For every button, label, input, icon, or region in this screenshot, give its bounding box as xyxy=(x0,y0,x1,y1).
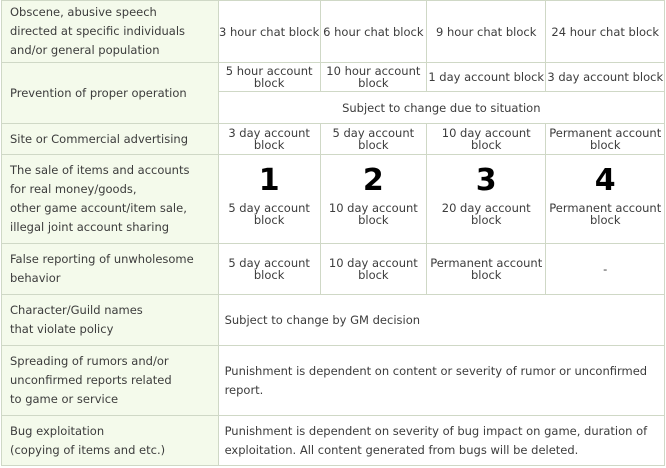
table-row xyxy=(2,346,665,416)
violation-cell xyxy=(2,416,219,466)
handwritten-number: 1 xyxy=(258,163,280,198)
violation-cell xyxy=(2,295,219,346)
penalty-text: 5 hour account block xyxy=(225,64,313,90)
penalty-3-cell xyxy=(426,1,546,63)
penalty-1-cell xyxy=(218,155,320,244)
bug-note-cell xyxy=(218,416,664,466)
penalty-text: - xyxy=(603,262,608,276)
penalty-1-cell xyxy=(218,124,320,155)
violation-cell xyxy=(2,244,219,295)
table-row xyxy=(2,295,665,346)
penalty-text: Permanent account block xyxy=(549,126,662,152)
violation-line: Prevention of proper operation xyxy=(10,85,187,100)
violation-line: (copying of items and etc.) xyxy=(10,442,166,457)
violation-cell xyxy=(2,124,219,155)
penalty-3-cell xyxy=(426,244,546,295)
penalty-table xyxy=(1,0,665,466)
rumor-note-cell xyxy=(218,346,664,416)
penalty-2-cell xyxy=(320,155,426,244)
table-row xyxy=(2,1,665,63)
handwritten-number: 3 xyxy=(475,163,497,198)
violation-line: Bug exploitation xyxy=(10,423,105,438)
penalty-2-cell xyxy=(320,1,426,63)
violation-line: and/or general population xyxy=(10,43,160,57)
note-line: exploitation. All content generated from bugs will be deleted. xyxy=(224,442,579,457)
violation-cell xyxy=(2,346,219,416)
penalty-text: 3 day account block xyxy=(547,70,664,84)
table-row xyxy=(2,244,665,295)
situation-note-cell xyxy=(218,92,664,124)
penalty-text: 9 hour chat block xyxy=(436,24,537,39)
note-line: Punishment is dependent on severity of bug impact on game, duration of xyxy=(224,423,648,438)
gm-decision-note-cell xyxy=(218,295,664,346)
penalty-text: 5 day account block xyxy=(228,256,310,282)
violation-line: illegal joint account sharing xyxy=(10,220,170,234)
penalty-text: 1 day account block xyxy=(428,70,545,84)
violation-line: Spreading of rumors and/or xyxy=(10,354,169,368)
violation-line: Obscene, abusive speech xyxy=(10,5,157,19)
note-line: report. xyxy=(224,382,264,397)
penalty-text: 10 day account block xyxy=(328,201,418,227)
violation-cell xyxy=(2,155,219,244)
penalty-1-cell xyxy=(218,244,320,295)
penalty-2-cell xyxy=(320,124,426,155)
penalty-text: Permanent account block xyxy=(549,201,662,227)
penalty-text: 10 day account block xyxy=(441,126,531,152)
table-row xyxy=(2,63,665,92)
penalty-text: 24 hour chat block xyxy=(551,24,660,39)
penalty-4-cell xyxy=(546,63,665,92)
violation-line: Site or Commercial advertising xyxy=(10,131,189,146)
penalty-1-cell xyxy=(218,1,320,63)
handwritten-number: 2 xyxy=(362,163,384,198)
penalty-text: 5 day account block xyxy=(332,126,415,152)
violation-line: behavior xyxy=(10,271,61,285)
penalty-text: 5 day account block xyxy=(228,201,310,227)
table-row xyxy=(2,155,665,244)
penalty-3-cell xyxy=(426,124,546,155)
penalty-1-cell xyxy=(218,63,320,92)
penalty-4-cell xyxy=(546,124,665,155)
note-text: Subject to change due to situation xyxy=(342,100,541,115)
violation-line: Character/Guild names xyxy=(10,303,143,317)
note-line: Punishment is dependent on content or severity of rumor or unconfirmed xyxy=(224,363,648,378)
penalty-text: 20 day account block xyxy=(441,201,531,227)
violation-line: other game account/item sale, xyxy=(10,201,187,215)
penalty-2-cell xyxy=(320,244,426,295)
violation-line: to game or service xyxy=(10,392,119,406)
table-row xyxy=(2,124,665,155)
penalty-3-cell xyxy=(426,63,546,92)
penalty-4-cell xyxy=(546,1,665,63)
violation-cell xyxy=(2,1,219,63)
violation-line: The sale of items and accounts xyxy=(10,163,190,177)
violation-line: unconfirmed reports related xyxy=(10,373,172,387)
penalty-text: Permanent account block xyxy=(430,256,543,282)
violation-line: that violate policy xyxy=(10,322,114,336)
penalty-4-cell xyxy=(546,244,665,295)
penalty-2-cell xyxy=(320,63,426,92)
penalty-text: 10 day account block xyxy=(328,256,418,282)
penalty-3-cell xyxy=(426,155,546,244)
penalty-text: 3 hour chat block xyxy=(218,24,320,39)
violation-line: False reporting of unwholesome xyxy=(10,252,194,266)
penalty-4-cell xyxy=(546,155,665,244)
handwritten-number: 4 xyxy=(594,163,616,198)
penalty-text: 10 hour account block xyxy=(326,64,421,90)
violation-line: for real money/goods, xyxy=(10,182,137,196)
violation-line: directed at specific individuals xyxy=(10,24,186,38)
table-row xyxy=(2,416,665,466)
note-text: Subject to change by GM decision xyxy=(224,312,421,327)
violation-cell xyxy=(2,63,219,124)
penalty-text: 3 day account block xyxy=(228,126,310,152)
penalty-text: 6 hour chat block xyxy=(323,24,424,39)
